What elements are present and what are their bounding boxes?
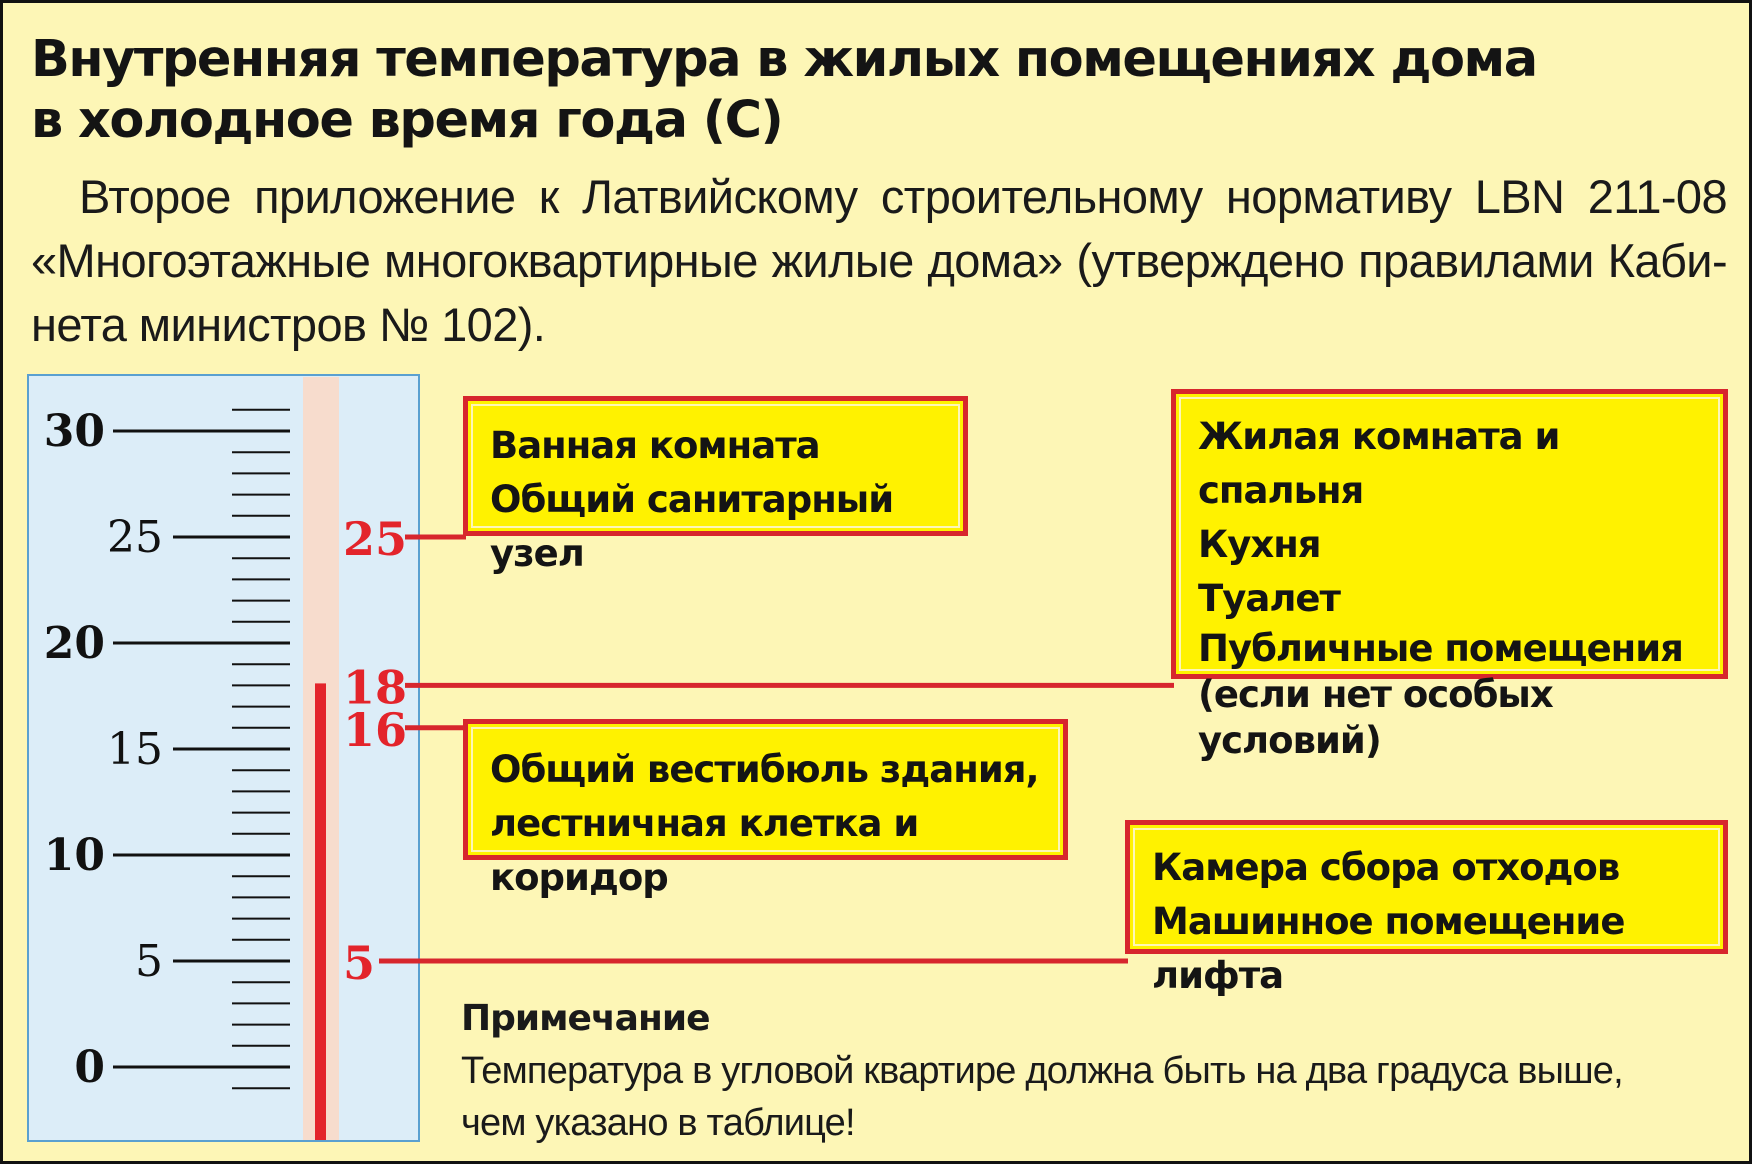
room-label: Общий вестибюль здания, xyxy=(490,748,1039,791)
tick-label: 10 xyxy=(43,830,105,881)
note-line-1: Температура в угловой квартире должна быть на два градуса выше, xyxy=(461,1050,1623,1092)
tick-label: 5 xyxy=(135,936,163,987)
intro-line-1: Второе приложение к Латвийскому строительному нормативу LBN 211-08 xyxy=(79,170,1727,223)
marker-value-label: 5 xyxy=(343,936,376,990)
note xyxy=(461,993,1721,1149)
room-label: лестничная клетка и коридор xyxy=(490,802,919,899)
room-label: Камера сбора отходов xyxy=(1152,846,1620,889)
marker-value-label: 16 xyxy=(343,702,408,757)
room-label: Жилая комната и спальня xyxy=(1198,415,1560,512)
room-label: Туалет xyxy=(1198,577,1340,620)
tick-label: 20 xyxy=(43,618,105,669)
note-heading: Примечание xyxy=(461,998,710,1039)
title-line-1: Внутренняя температура в жилых помещениях дома xyxy=(31,30,1537,89)
marker-value-label: 18 xyxy=(343,660,408,715)
room-label: Публичные помещения xyxy=(1198,627,1683,670)
box-technical-rooms xyxy=(1125,820,1728,997)
thermometer-panel xyxy=(28,375,419,1141)
box-bathroom xyxy=(463,396,968,575)
room-label: Кухня xyxy=(1198,523,1321,566)
note-line-2: чем указано в таблице! xyxy=(461,1102,855,1144)
intro-line-2: «Многоэтажные многоквартирные жилые дома» (утверждено правилами Каби- xyxy=(31,234,1727,287)
tick-label: 0 xyxy=(74,1042,105,1093)
tick-label: 15 xyxy=(107,724,163,775)
marker-value-label: 25 xyxy=(343,512,408,566)
box-living-rooms xyxy=(1171,389,1728,762)
tick-label: 25 xyxy=(107,512,163,563)
box-common-lobby xyxy=(463,719,1068,899)
room-label: Машинное помещение лифта xyxy=(1152,900,1625,997)
room-label: Общий санитарный узел xyxy=(490,478,894,575)
mercury-column xyxy=(315,683,326,1140)
room-label: (если нет особых условий) xyxy=(1198,673,1553,762)
title-line-2: в холодное время года (С) xyxy=(31,91,783,150)
room-label: Ванная комната xyxy=(490,424,820,467)
tick-label: 30 xyxy=(43,406,105,457)
intro-line-3: нета министров № 102). xyxy=(31,298,546,351)
